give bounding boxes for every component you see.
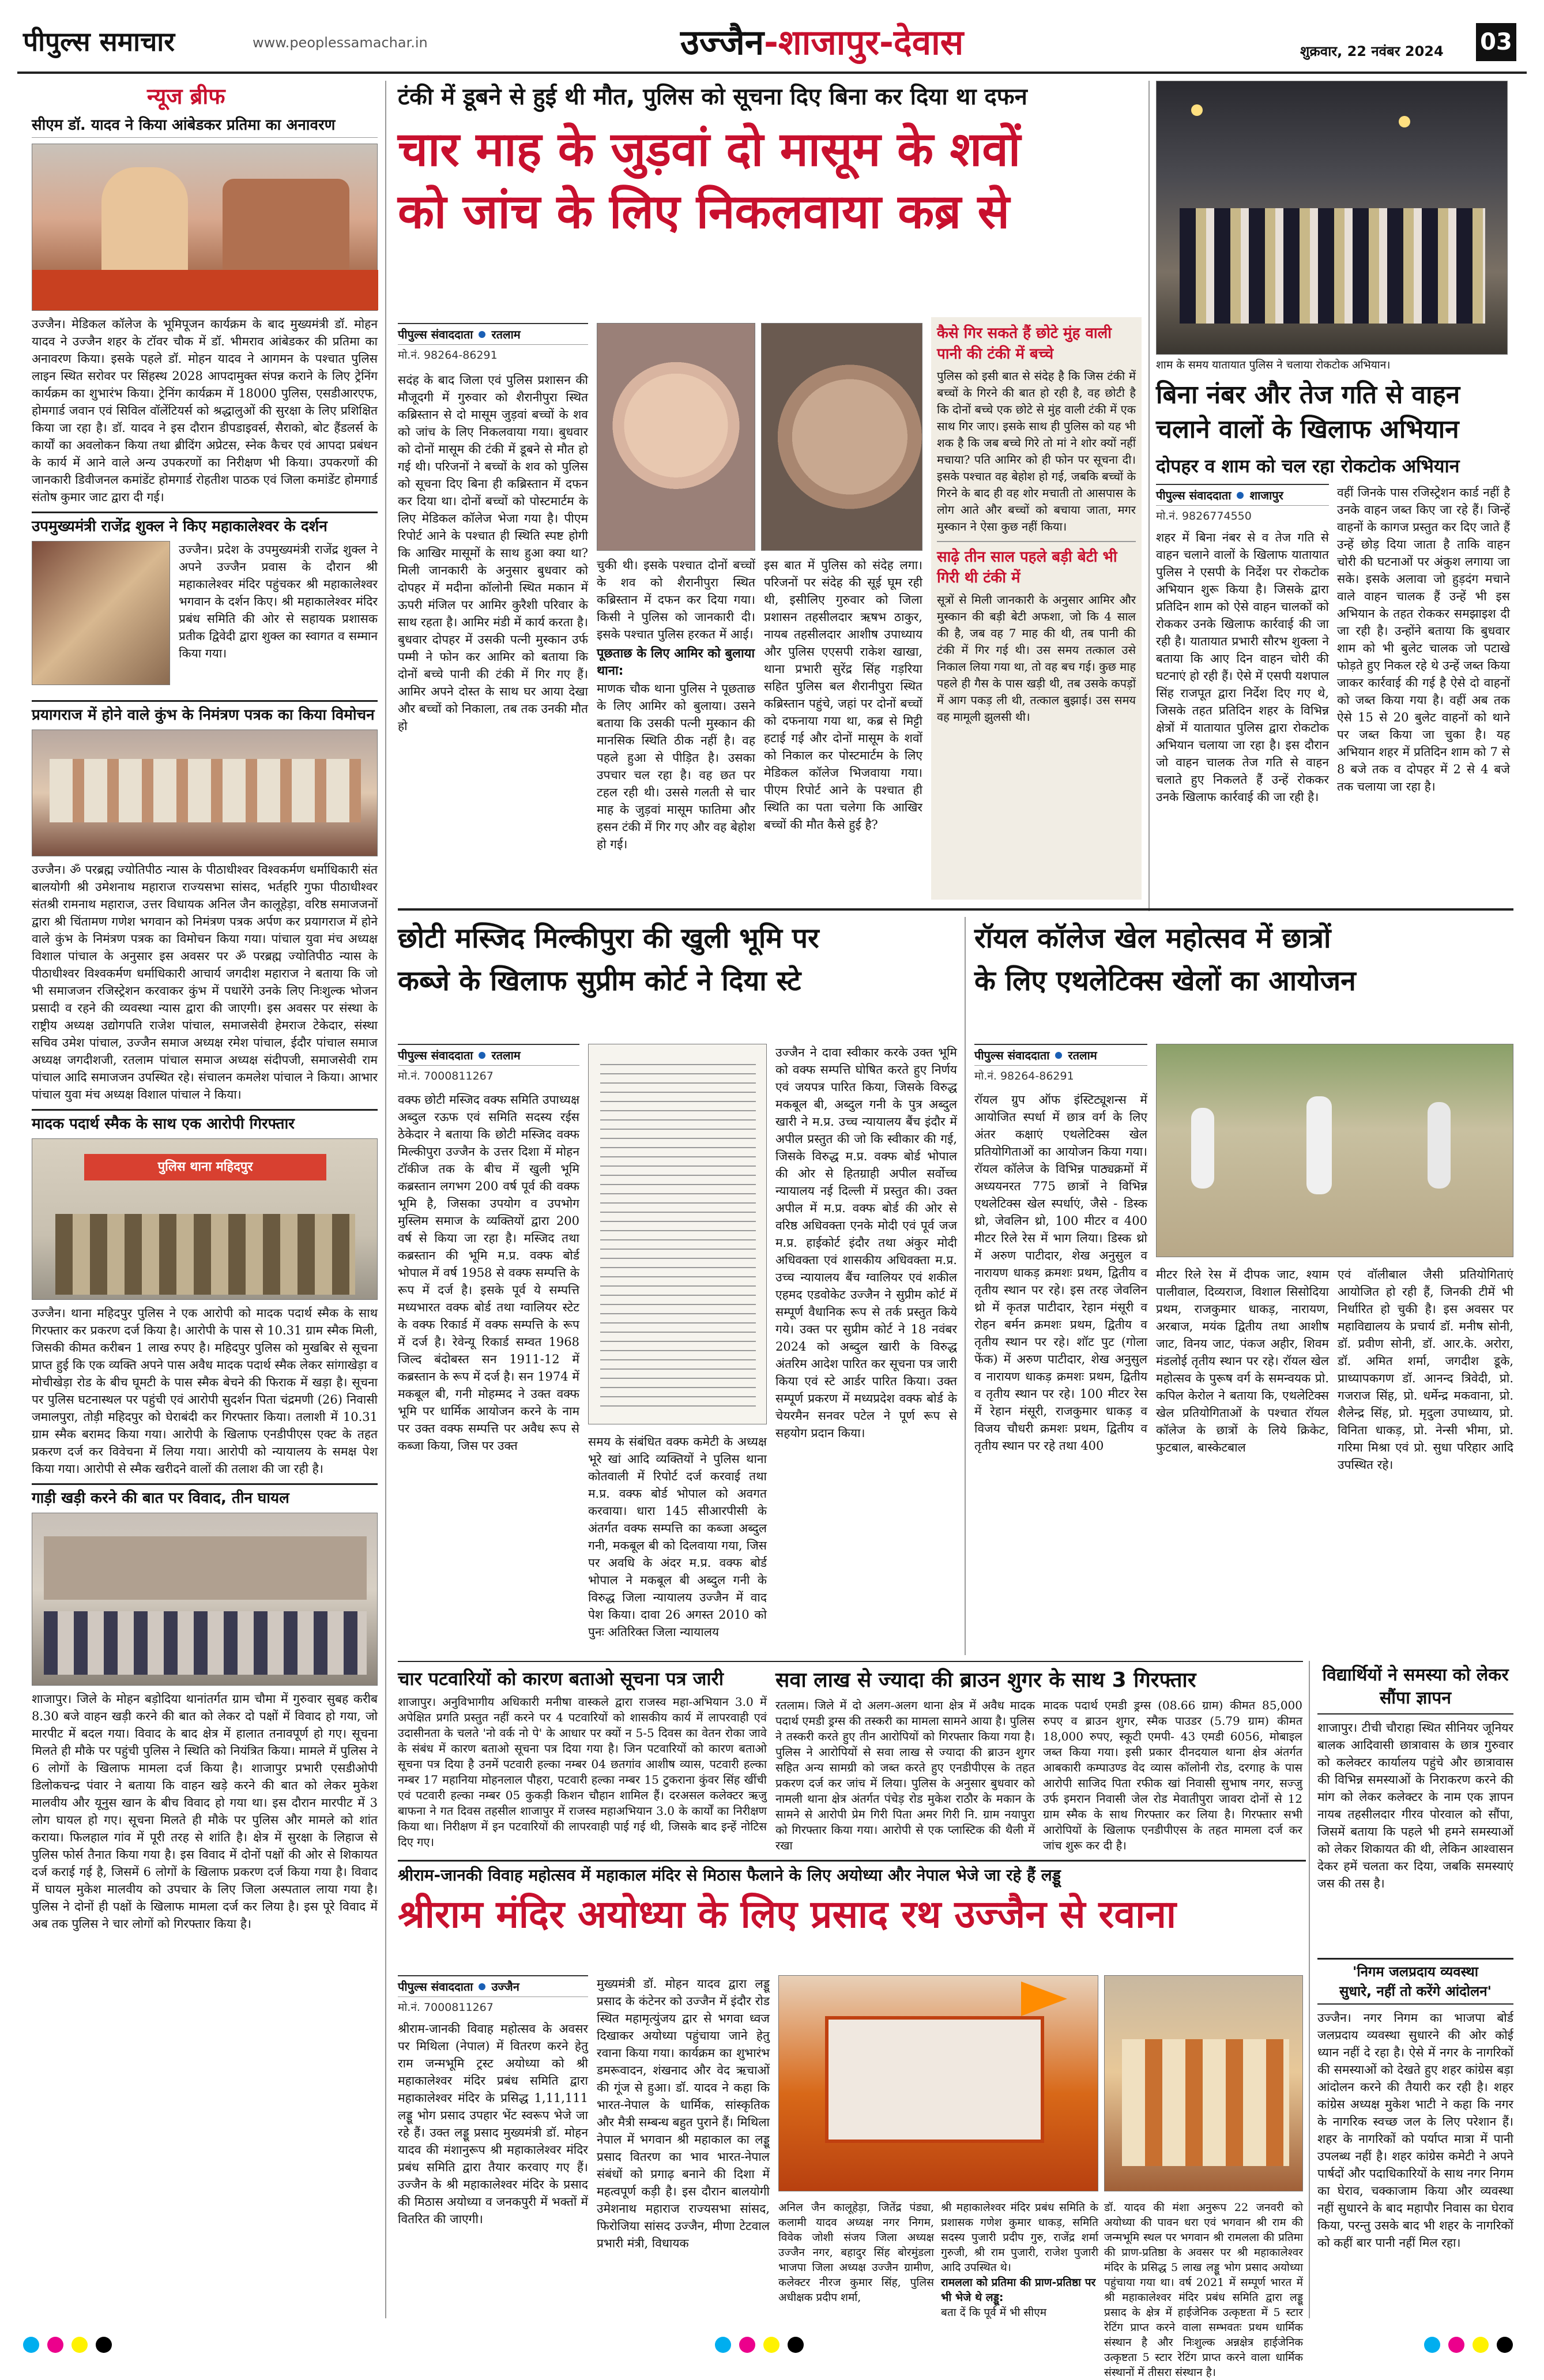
lead-col-2b-body: माणक चौक थाना पुलिस ने पूछताछ के लिए आमिर को बुलाया। उसने बताया कि उसकी पत्नी मुस्कान की मानसिक स्थिति ठीक नहीं है। वह पहले हुआ से पीड़ित है। उसका उपचार चल रहा है। वह छत पर टहल रही थी। उससे गलती से चार माह के जुड़वां मासूम फातिमा और हसन टंकी में गिर गए और वह बेहोश हो गई।	[597, 682, 755, 851]
nigam-body: उज्जैन। नगर निगम का भाजपा बोर्ड जलप्रदाय व्यवस्था सुधारने की ओर कोई ध्यान नहीं दे रहा है। ऐसे में नगर के नागरिकों की समस्याओं को देखते हुए शहर कांग्रेस बड़ा आंदोलन करने की तैयारी कर रही है। शहर कांग्रेस अध्यक्ष मुकेश भाटी ने कहा कि नगर के नागरिक स्वच्छ जल के लिए परेशान हैं। शहर के नागरिकों को पर्याप्त मात्रा में पानी उपलब्ध नहीं है। शहर कांग्रेस कमेटी ने अपने पार्षदों और पदाधिकारियों के साथ नगर निगम का घेराव, चक्काजाम किया और व्यवस्था नहीं सुधारने के बाद महापौर निवास का घेराव किया, परन्तु उसके बाद भी शहर के नागरिकों को कहीं बार पानी नहीं मिल रहा।	[1317, 2011, 1513, 2250]
traffic-story	[1156, 378, 1513, 900]
news-brief-label: न्यूज ब्रीफ	[147, 84, 225, 109]
site-url: www.peoplessamachar.in	[253, 35, 428, 51]
nigam-headline-2: सुधारे, नहीं तो करेंगे आंदोलन'	[1317, 1982, 1513, 2005]
section-title-a: उज्जैन	[680, 22, 765, 63]
masthead-rule	[17, 72, 1527, 74]
masthead	[0, 0, 1544, 72]
students-memo-story	[1317, 1664, 1513, 1952]
mosque-headline-1: छोटी मस्जिद मिल्कीपुरा की खुली भूमि पर	[398, 922, 819, 954]
lead-sidebar-box	[931, 317, 1142, 900]
lead-box-title-2: साढ़े तीन साल पहले बड़ी बेटी भी गिरी थी टंकी में	[937, 541, 1136, 588]
ram-kicker: श्रीराम-जानकी विवाह महोत्सव में महाकाल मंदिर से मिठास फैलाने के लिए अयोध्या और नेपाल भेजे जा रहे हैं लड्डू	[398, 1860, 1306, 1887]
byline-dot-icon	[1055, 1052, 1062, 1059]
lead-mobile: मो.नं. 98264-86291	[398, 349, 498, 362]
issue-date: शुक्रवार, 22 नवंबर 2024	[1300, 43, 1444, 59]
twin-infant-photo-1	[597, 323, 755, 551]
byline-dot-icon	[479, 1983, 485, 1990]
lead-byline-name: पीपुल्स संवाददाता	[398, 328, 473, 341]
traffic-col-2: वहीं जिनके पास रजिस्ट्रेशन कार्ड नहीं है उनके वाहन जब्त किए जा रहे हैं। जिन्हें वाहनों के कागज प्रस्तुत कर दिए जाते हैं उन्हें छोड़ दिया जाता है ताकि वाहन चोरी की घटनाओं पर अंकुश लगाया जा सके। इसके अलावा जो हुड़दंग मचाने वाले वाहन चालक हैं उन्हें भी इस अभियान के तहत रोककर समझाइश दी जा रही है। उन्होंने बताया कि बुधवार शाम को भी बुलेट चालक जो पटाखे फोड़ते हुए निकल रहे थे उन्हें जब्त किया जाकर कार्रवाई की गई है ऐसे दो वाहनों को जब्त किया गया है। वहीं अब तक ऐसे 15 से 20 बुलेट वाहनों को थाने पर जब्त किया जा चुका है। यह अभियान शहर में प्रतिदिन शाम को 7 से 8 बजे तक व दोपहर में 2 से 4 बजे तक चलाया जा रहा है।	[1337, 486, 1510, 794]
yellow-swatch	[71, 2337, 88, 2353]
brief-4-title: मादक पदार्थ स्मैक के साथ एक आरोपी गिरफ्तार	[32, 1109, 378, 1134]
column-divider-lower	[1309, 1661, 1310, 2318]
lead-subhead: पूछताछ के लिए आमिर को बुलाया थाना:	[597, 646, 755, 678]
ram-caption-2: श्री महाकालेश्वर मंदिर प्रबंध समिति के प्रशासक गणेश कुमार धाकड़, समिति सदस्य पुजारी प्रदीप गुरु, राजेंद्र शर्मा गुरुजी, श्री राम पुजारी, राजेश पुजारी आदि उपस्थित थे।	[941, 2201, 1098, 2274]
lead-col-2-body: चुकी थी। इसके पश्चात दोनों बच्चों के शव को शैरानीपुरा स्थित कब्रिस्तान में दफन कर दिया गया। किसी ने पुलिस को जानकारी दी। इसके पश्चात पुलिस हरकत में आई।	[597, 558, 755, 641]
registration-marks-right	[1424, 2337, 1513, 2353]
patwari-story	[398, 1667, 767, 1857]
traffic-byline-name: पीपुल्स संवाददाता	[1156, 488, 1232, 502]
college-byline-name: पीपुल्स संवाददाता	[974, 1048, 1050, 1062]
brief-2-body: उज्जैन। प्रदेश के उपमुख्यमंत्री राजेंद्र शुक्ल ने अपने उज्जैन प्रवास के दौरान श्री महाकालेश्वर मंदिर पहुंचकर श्री महाकालेश्वर भगवान के दर्शन किए। श्री महाकालेश्वर मंदिर प्रबंध समिति की ओर से सहायक प्रशासक प्रतीक द्विवेदी द्वारा शुक्ल का स्वागत व सम्मान किया गया।	[179, 543, 378, 660]
lead-col-2	[597, 557, 755, 903]
brief-5-title: गाड़ी खड़ी करने की बात पर विवाद, तीन घायल	[32, 1483, 378, 1508]
mosque-col-2-body: समय के संबंधित वक्फ कमेटी के अध्यक्ष भूरे खां आदि व्यक्तियों ने पुलिस थाना कोतवाली में रिपोर्ट दर्ज करवाई तथा म.प्र. वक्फ बोर्ड भोपाल को अवगत करवाया। धारा 145 सीआरपीसी के अंतर्गत वक्फ सम्पत्ति का कब्जा अब्दुल गनी, मकबूल बी को दिलवाया गया, जिस पर अवधि के अंदर म.प्र. वक्फ बोर्ड भोपाल ने मकबूल बी अब्दुल गनी के विरुद्ध जिला न्यायालय उज्जैन में वाद पेश किया। दावा 26 अगस्त 2010 को पुनः अतिरिक्त जिला न्यायालय	[588, 1435, 767, 1639]
mosque-col-1-body: वक्फ छोटी मस्जिद वक्फ समिति उपाध्यक्ष अब्दुल रऊफ एवं समिति सदस्य रईस ठेकेदार ने बताया कि छोटी मस्जिद वक्फ मिल्कीपुरा उज्जैन के उत्तर दिशा में मोहन टॉकीज तक के बीच में खुली भूमि कब्रस्तान लगभग 200 वर्ष पूर्व की वक्फ भूमि है, जिसका उपयोग व उपभोग मुस्लिम समाज के व्यक्तियों द्वारा 200 वर्ष से किया जा रहा है। मस्जिद तथा कब्रस्तान की भूमि म.प्र. वक्फ बोर्ड भोपाल में वर्ष 1958 से वक्फ सम्पत्ति के रूप में दर्ज है। इसके पूर्व ये सम्पत्ति मध्यभारत वक्फ बोर्ड तथा ग्वालियर स्टेट के वक्फ रिकार्ड में वक्फ सम्पत्ति के रूप में दर्ज है। रेवेन्यू रिकार्ड सम्वत 1968 जिल्द बंदोबस्त सन 1911-12 में कब्रस्तान के रूप में दर्ज है। सन 1974 में मकबूल बी, गनी मोहम्मद ने उक्त वक्फ भूमि पर धार्मिक आयोजन करने के नाम पर उक्त वक्फ सम्पत्ति पर अवैध रूप से कब्जा किया, जिस पर उक्त	[398, 1093, 579, 1453]
section-rule-1	[398, 908, 1513, 911]
byline-dot-icon	[479, 331, 485, 338]
brief-2-title: उपमुख्यमंत्री राजेंद्र शुक्ल ने किए महाकालेश्वर के दर्शन	[32, 512, 378, 536]
ram-caption-bold: रामलला को प्रतिमा की प्राण-प्रतिष्ठा पर भी भेजे थे लड्डू:	[941, 2276, 1096, 2304]
magenta-swatch	[1448, 2337, 1464, 2353]
college-col-1	[974, 1044, 1147, 1655]
news-brief-column	[32, 81, 378, 2318]
cyan-swatch	[1424, 2337, 1440, 2353]
lead-col-1	[398, 323, 588, 900]
byline-dot-icon	[1237, 492, 1244, 499]
black-swatch	[788, 2337, 804, 2353]
ram-byline-name: पीपुल्स संवाददाता	[398, 1980, 473, 1994]
police-station-sign: पुलिस थाना महिदपुर	[84, 1154, 326, 1180]
section-title	[680, 17, 963, 65]
column-divider-mid	[965, 917, 966, 1655]
lead-headline-2: को जांच के लिए निकलवाया कब्र से	[398, 185, 1010, 239]
ram-col-3-body: डॉ. यादव की मंशा अनुरूप 22 जनवरी को अयोध्या की पावन धरा एवं भगवान श्री राम की जन्मभूमि स्थल पर भगवान श्री रामलला की प्रतिमा की प्राण-प्रतिष्ठा के अवसर पर श्री महाकालेश्वर मंदिर के प्रसिद्ध 5 लाख लड्डू भोग प्रसाद अयोध्या पहुंचाया गया था। वर्ष 2021 में सम्पूर्ण भारत में श्री महाकालेश्वर मंदिर प्रबंध समिति द्वारा लड्डू प्रसाद के क्षेत्र में हाईजेनिक उत्कृष्टता में 5 स्टार रेटिंग प्राप्त करने वाला सम्भवतः प्रथम धार्मिक संस्थान है और निःशुल्क अन्नक्षेत्र हाईजेनिक उत्कृष्टता 5 स्टार रेटिंग प्राप्त करने वाला धार्मिक संस्थानों में तीसरा संस्थान है।	[1104, 2201, 1303, 2379]
traffic-photo-caption: शाम के समय यातायात पुलिस ने चलाया रोकटोक अभियान।	[1156, 359, 1391, 371]
black-swatch	[96, 2337, 112, 2353]
lead-byline	[398, 323, 588, 345]
prasad-truck-photo	[778, 1975, 1098, 2191]
college-col-2-body: मीटर रिले रेस में दीपक जाट, श्याम पालीवाल, दिव्यराज, विशाल सिसोदिया प्रथम, राजकुमार धाकड़, नारायण, अरबाज, मयंक द्वितीय तथा आशीष जाट, विनय जाट, पंकज अहीर, शिवम मंडलोई तृतीय स्थान पर रहे। रॉयल खेल महोत्सव के पुरूष वर्ग के समन्वयक प्रो. कपिल केरोल ने बताया कि, एथलेटिक्स खेल प्रतियोगिताओं के पश्चात रॉयल कॉलेज के छात्रों के लिये क्रिकेट, फुटबाल, बास्केटबाल	[1156, 1268, 1329, 1454]
ram-byline	[398, 1975, 588, 1997]
section-rule-2	[398, 1661, 1303, 1662]
yellow-swatch	[763, 2337, 779, 2353]
supreme-court-order-photo	[588, 1044, 767, 1424]
brief-4-body: उज्जैन। थाना महिदपुर पुलिस ने एक आरोपी को मादक पदार्थ स्मैक के साथ गिरफ्तार कर प्रकरण दर्ज किया है। आरोपी के पास से 10.31 ग्राम स्मैक मिली, जिसकी कीमत करीबन 1 लाख रुपए है। महिदपुर पुलिस को मुखबिर से सूचना प्राप्त हुई कि एक व्यक्ति अपने पास अवैध मादक पदार्थ स्मैक लेकर सांगाखेड़ा व मोचीखेड़ा रोड के बीच घूमटी के पास स्मैक बेचने की फिराक में खड़ा है। सूचना पर पुलिस घटनास्थल पर पहुंची एवं आरोपी सुदर्शन पिता चंद्रमणी (26) निवासी जमालपुरा, तोड़ी महिदपुर को घेराबंदी कर गिरफ्तार किया। तलाशी में 10.31 ग्राम स्मैक बरामद किया गया। आरोपी के खिलाफ एनडीपीएस एक्ट के तहत प्रकरण दर्ज कर विवेचना में लिया गया। आरोपी को न्यायालय के समक्ष पेश किया गया। आरोपी से स्मैक खरीदने वालों की तलाश की जा रही है।	[32, 1306, 378, 1476]
brown-sugar-col-2: मादक पदार्थ एमडी ड्रग्स (08.66 ग्राम) कीमत 85,000 रुपए व ब्राउन शुगर, स्मैक पाउडर (5.79 ग्राम) कीमत 18,000 रुपए, स्कूटी एमपी- 43 एमडी 6056, मोबाइल जब्त किया गया। इसी प्रकार दीनदयाल थाना क्षेत्र अंतर्गत आबकारी कम्पाउण्ड वेद व्यास कॉलोनी रोड, दरगाह के पास आरोपी साजिद पिता रफीक खां निवासी सुभाष नगर, सज्जु उर्फ इमरान निवासी जेल रोड मेवातीपुरा जावरा दोनों से 12 ग्राम स्मैक के साथ गिरफ्तार कर लिया है। गिरफ्तार सभी आरोपियों के खिलाफ एनडीपीएस के तहत मामला दर्ज कर जांच शुरू कर दी है।	[1043, 1698, 1302, 1852]
black-swatch	[1497, 2337, 1513, 2353]
twin-infant-photo-2	[761, 323, 922, 551]
ram-mobile: मो.नं. 7000811267	[398, 2001, 494, 2014]
college-byline	[974, 1044, 1147, 1066]
brown-sugar-col-1: रतलाम। जिले में दो अलग-अलग थाना क्षेत्र में अवैध मादक पदार्थ एमडी ड्रग्स की तस्करी का मामला सामने आया है। पुलिस ने तस्करी करते हुए तीन आरोपियों को गिरफ्तार किया गया है। पुलिस ने आरोपियों से सवा लाख से ज्यादा की ब्राउन शुगर सहित अन्य सामग्री को जब्त करते हुए एनडीपीएस के तहत प्रकरण दर्ज कर जांच में लिया। पुलिस के अनुसार बुधवार को नामली थाना क्षेत्र अंतर्गत पंचेड़ रोड मुकेश राठौर के मकान के सामने से आरोपी प्रेम गिरी पिता अमर गिरी नि. ग्राम नयापुरा को गिरफ्तार किया गया। आरोपी से एक प्लास्टिक की थैली में रखा	[775, 1698, 1035, 1852]
mosque-byline-name: पीपुल्स संवाददाता	[398, 1048, 473, 1062]
traffic-campaign-photo	[1156, 81, 1508, 355]
college-mobile: मो.नं. 98264-86291	[974, 1070, 1074, 1082]
college-col-1-body: रॉयल ग्रुप ऑफ इंस्टिट्यूशन्स में आयोजित स्पर्धा में छात्र वर्ग के लिए अंतर कक्षाएं एथलेटिक्स खेल प्रतियोगिताओं का आयोजन किया गया। रॉयल कॉलेज के विभिन्न पाठ्यक्रमों में अध्ययनरत 775 छात्रों ने विभिन्न एथलेटिक्स खेल स्पर्धाएं, जैसे - डिस्क थ्रो, जेवलिन थ्रो, 100 मीटर व 400 मीटर रिले रेस में भाग लिया। डिस्क थ्रो में अरुण पाटीदार, शेख अनुसुल व नारायण धाकड़ क्रमशः प्रथम, द्वितीय व तृतीय स्थान पर रहे। इस तरह जेवलिन थ्रो में कृतज्ञ पाटीदार, रेहान मंसूरी व रोहन बर्मन क्रमशः प्रथम, द्वितीय व तृतीय स्थान पर रहे। शॉट पुट (गोला फेंक) में अरुण पाटीदार, शेख अनुसुल व नारायण धाकड़ क्रमशः प्रथम, द्वितीय व तृतीय स्थान पर रहे। 100 मीटर रेस में रेहान मंसूरी, राजकुमार धाकड़ व विजय चौधरी क्रमशः प्रथम, द्वितीय व तृतीय स्थान पर रहे तथा 400	[974, 1093, 1147, 1453]
athletics-race-photo	[1156, 1044, 1513, 1257]
traffic-deck: दोपहर व शाम को चल रहा रोकटोक अभियान	[1156, 455, 1460, 477]
ram-prasad-story	[398, 1860, 1306, 1975]
brief-1-body: उज्जैन। मेडिकल कॉलेज के भूमिपूजन कार्यक्रम के बाद मुख्यमंत्री डॉ. मोहन यादव ने उज्जैन शहर के टॉवर चौक में डॉ. भीमराव आंबेडकर की प्रतिमा का अनावरण किया। इसके पहले डॉ. मोहन यादव ने आगमन के पश्चात पुलिस लाइन स्थित सरोवर पर सिंहस्थ 2028 आपदामुक्त संपन्न कराने के लिए ट्रेनिंग कार्यक्रम का शुभारंभ किया। ट्रेनिंग कार्यक्रम में 18000 पुलिस, एसडीआरएफ, होमगार्ड जवान एवं सिविल वॉलेंटियर्स को श्रद्धालुओं की सुरक्षा के लिए प्रशिक्षित किया जा रहा है। डॉ. यादव ने इस दौरान डीपडाइवर्स, सैराको, बोट हैंडलर्स के कार्यों का अवलोकन किया तथा ब्रीदिंग अप्रेटस, स्नेक कैचर एवं आपदा प्रबंधन के कार्य में आने वाले अन्य उपकरणों का निरीक्षण भी किया। उपकरणों की जानकारी डिवीजनल कमांडेंट होमगार्ड रोहतीश पाठक एवं जिला कमांडेंट होमगार्ड संतोष कुमार जाट द्वारा दी गई।	[32, 317, 378, 504]
brief-3-title: प्रयागराज में होने वाले कुंभ के निमंत्रण पत्रक का किया विमोचन	[32, 700, 378, 725]
college-headline-2: के लिए एथलेटिक्स खेलों का आयोजन	[974, 965, 1356, 997]
kumbh-invitation-photo	[32, 730, 378, 856]
ambedkar-statue-photo	[32, 144, 378, 311]
mosque-col-2	[588, 1433, 767, 1655]
brief-3-body: उज्जैन। ॐ परब्रह्म ज्योतिपीठ न्यास के पीठाधीश्वर विश्वकर्मण धर्माधिकारी संत बालयोगी श्री उमेशनाथ महाराज राज्यसभा सांसद, भर्तहरि गुफा पीठाधीश्वर संतश्री रामनाथ महाराज, उत्तर विधायक अनिल जैन कालूहेड़ा, वरिष्ठ समाजजनों द्वारा श्री चिंतामण गणेश भगवान को निमंत्रण पत्रक अर्पण कर प्रयागराज में होने वाले कुंभ के निमंत्रण पत्रक का विमोचन किया गया। पांचाल युवा मंच अध्यक्ष विशाल पांचाल के अनुसार इस अवसर पर ॐ परब्रह्म ज्योतिपीठ न्यास के पीठाधीश्वर विश्वकर्मण धर्माधिकारी आचार्य जगदीश महाराज ने बताया कि जो भी समाजजन रजिस्ट्रेशन करवाकर कुंभ में पधारेंगे उनके लिए निःशुल्क भोजन प्रसादी व रहने की व्यवस्था न्यास द्वारा की जाएगी। इस अवसर पर संस्था के राष्ट्रीय अध्यक्ष उद्योगपति राजेश पांचाल, समाजसेवी हेमराज टेकेदार, संस्था सचिव उमेश पांचाल, उज्जैन समाज अध्यक्ष रमेश पांचाल, ईदौर पांचाल समाज अध्यक्ष जगदीशजी, रतलाम पांचाल समाज अध्यक्ष संदीपजी, समाजसेवी राम पांचाल आदि समाजजन उपस्थित रहे। संचालन कमलेश पांचाल ने किया। आभार पांचाल युवा मंच अध्यक्ष विशाल पांचाल ने किया।	[32, 863, 378, 1101]
ram-headline: श्रीराम मंदिर अयोध्या के लिए प्रसाद रथ उज्जैन से रवाना	[398, 1892, 1176, 1937]
ram-caption-1: अनिल जैन कालूहेड़ा, जितेंद्र पंड्या, कलामी यादव अध्यक्ष नगर निगम, विवेक जोशी संजय जिला अध्यक्ष उज्जैन नगर, बहादुर सिंह बोरमुंडला भाजपा जिला अध्यक्ष उज्जैन ग्रामीण, कलेक्टर नीरज कुमार सिंह, पुलिस अधीक्षक प्रदीप शर्मा,	[778, 2201, 934, 2304]
ram-col-3	[1104, 2200, 1303, 2379]
lead-box-body-2: सूत्रों से मिली जानकारी के अनुसार आमिर और मुस्कान की बड़ी बेटी अफशा, जो कि 4 साल की है, जब वह 7 माह की थी, तब पानी की टंकी में गिर गई थी। उस समय तत्काल उसे निकाल लिया गया था, तो वह बच गई। कुछ माह पहले ही गैस के पास खड़ी थी, तब उसके कपड़ों में आग पकड़ ली थी, तत्काल बुझाई। उस समय वह मामूली झुलसी थी।	[937, 593, 1136, 724]
brand-logo: पीपुल्स समाचार	[23, 26, 175, 57]
lead-kicker: टंकी में डूबने से हुई थी मौत, पुलिस को सूचना दिए बिना कर दिया था दफन	[398, 84, 1027, 110]
mosque-byline-place: रतलाम	[491, 1048, 521, 1062]
registration-marks-center	[715, 2337, 804, 2353]
ram-col-2	[597, 1975, 770, 2321]
mosque-mobile: मो.नं. 7000811267	[398, 1070, 494, 1082]
college-headline-1: रॉयल कॉलेज खेल महोत्सव में छात्रों	[974, 922, 1331, 954]
ram-col-1	[398, 1975, 588, 2321]
deputy-cm-photo	[32, 541, 170, 685]
traffic-col-1: शहर में बिना नंबर से व तेज गति से वाहन चलाने वालों के खिलाफ यातायात पुलिस ने एसपी के निर्देश पर रोकटोक अभियान शुरू किया है। जिसके द्वारा प्रतिदिन शाम को ऐसे वाहन चालकों को रोककर उनके खिलाफ कार्रवाई की जा रही है। यातायात प्रभारी सौरभ शुक्ला ने बताया कि आए दिन वाहन चोरी की घटनाएं हो रही हैं। ऐसे में एसपी यशपाल सिंह राजपूत द्वारा निर्देश दिए गए थे, जिसके तहत प्रतिदिन शहर के विभिन्न क्षेत्रों में यातायात पुलिस द्वारा रोकटोक अभियान चलाया जा रहा है। इस दौरान जो वाहन चालक तेज गति से वाहन चलाते हुए निकलते हैं उन्हें रोककर उनके खिलाफ कार्रवाई की जा रही है।	[1156, 531, 1329, 804]
footer-color-bar	[0, 2330, 1544, 2361]
traffic-byline	[1156, 484, 1329, 506]
brown-sugar-headline: सवा लाख से ज्यादा की ब्राउन शुगर के साथ 3 गिरफ्तार	[775, 1668, 1196, 1692]
yellow-swatch	[1473, 2337, 1489, 2353]
magenta-swatch	[739, 2337, 755, 2353]
students-headline: विद्यार्थियों ने समस्या को लेकर सौंपा ज्ञापन	[1317, 1664, 1513, 1714]
mosque-headline-2: कब्जे के खिलाफ सुप्रीम कोर्ट ने दिया स्टे	[398, 965, 801, 997]
traffic-headline-1: बिना नंबर और तेज गति से वाहन	[1156, 380, 1460, 409]
patwari-headline: चार पटवारियों को कारण बताओ सूचना पत्र जारी	[398, 1668, 724, 1690]
college-col-2	[1156, 1266, 1329, 1655]
lead-headline-1: चार माह के जुड़वां दो मासूम के शवों	[398, 122, 1021, 177]
lead-box-title: कैसे गिर सकते हैं छोटे मुंह वाली पानी की टंकी में बच्चे	[937, 325, 1112, 363]
mosque-col-3-body: उज्जैन ने दावा स्वीकार करके उक्त भूमि को वक्फ सम्पत्ति घोषित करते हुए निर्णय एवं जयपत्र पारित किया, जिसके विरुद्ध मकबूल बी, अब्दुल गनी के पुत्र अब्दुल खारी ने म.प्र. उच्च न्यायालय बैंच इंदौर में अपील प्रस्तुत की जो कि स्वीकार की गई, जिसके विरुद्ध म.प्र. वक्फ बोर्ड भोपाल की ओर से हितग्राही अपील सर्वोच्च न्यायालय नई दिल्ली में प्रस्तुत की। उक्त अपील में म.प्र. वक्फ बोर्ड की ओर से वरिष्ठ अधिवक्ता एनके मोदी एवं पूर्व जज म.प्र. हाईकोर्ट इंदौर तथा अंकुर मोदी अधिवक्ता एवं शासकीय अधिवक्ता म.प्र. उच्च न्यायालय बैंच ग्वालियर एवं शकील एहमद एडवोकेट उज्जैन ने सुप्रीम कोर्ट में सम्पूर्ण वैधानिक रूप से तर्क प्रस्तुत किये गये। उक्त पर सुप्रीम कोर्ट ने 18 नवंबर 2024 को अब्दुल खारी के विरुद्ध अंतरिम आदेश पारित कर सूचना पत्र जारी किया एवं स्टे आर्डर पारित किया। उक्त सम्पूर्ण प्रकरण में मध्यप्रदेश वक्फ बोर्ड के चेयरमैन सनवर पटेल ने पूर्ण रूप से सहयोग प्रदान किया।	[775, 1046, 957, 1440]
brief-1-title: सीएम डॉ. यादव ने किया आंबेडकर प्रतिमा का अनावरण	[32, 115, 378, 138]
traffic-byline-place: शाजापुर	[1249, 488, 1283, 502]
lead-col-3	[764, 557, 922, 903]
lead-col-1-body: सदंह के बाद जिला एवं पुलिस प्रशासन की मौजूदगी में गुरुवार को शैरानीपुरा स्थित कब्रिस्तान से दो मासूम जुड़वां बच्चों के शव को जांच के लिए निकलवाया गया। बुधवार को दोनों मासूम की टंकी में डूबने से मौत हो गई थी। परिजनों ने बच्चों के शव को पुलिस को सूचना दिए बिना ही कब्रिस्तान में दफन कर दिया था। दोनों बच्चों को पोस्टमार्टम के लिए मेडिकल कॉलेज भेजा गया है। पीएम रिपोर्ट आने के पश्चात ही स्थिति स्पष्ट होगी कि आखिर मासूमों के साथ हुआ क्या था? मिली जानकारी के अनुसार बुधवार को दोपहर में मदीना कॉलोनी स्थित मकान में ऊपरी मंजिल पर आमिर कुरैशी परिवार के साथ रहता है। आमिर मंडी में कार्य करता है। बुधवार दोपहर में उसकी पत्नी मुस्कान उर्फ पम्मी ने फोन कर आमिर को बताया कि दोनों बच्चे पानी की टंकी में गिर गए हैं। आमिर अपने दोस्त के साथ घर आया देखा और बच्चों को निकाला, तब तक उनकी मौत हो	[398, 373, 588, 733]
magenta-swatch	[47, 2337, 63, 2353]
nigam-headline-1: 'निगम जलप्रदाय व्यवस्था	[1317, 1958, 1513, 1982]
college-byline-place: रतलाम	[1068, 1048, 1097, 1062]
byline-dot-icon	[479, 1052, 485, 1059]
lead-col-3-body: इस बात में पुलिस को संदेह लगा। परिजनों पर संदेह की सूई घूम रही थी, इसीलिए गुरुवार को जिला प्रशासन तहसीलदार ऋषभ ठाकुर, नायब तहसीलदार आशीष उपाध्याय और पुलिस एएसपी राकेश खाखा, थाना प्रभारी सुरेंद्र सिंह गड़रिया सहित पुलिस बल शैरानीपुरा स्थित कब्रिस्तान पहुंचे, जहां पर दोनों बच्चों को दफनाया गया था, कब्र से मिट्टी हटाई गई और दोनों मासूम के शवों को निकाल कर पोस्टमार्टम के लिए मेडिकल कॉलेज भिजवाया गया। पीएम रिपोर्ट आने के पश्चात ही स्थिति का पता चलेगा कि आखिर बच्चों की मौत कैसे हुई है?	[764, 558, 922, 832]
nigam-story	[1317, 1958, 1513, 2321]
college-col-3	[1338, 1266, 1513, 1655]
section-title-b: -शाजापुर-देवास	[764, 22, 964, 63]
ram-col-2-body: मुख्यमंत्री डॉ. मोहन यादव द्वारा लड्डू प्रसाद के कंटेनर को उज्जैन में इंदौर रोड स्थित महामृत्युंजय द्वार से भगवा ध्वज दिखाकर अयोध्या पहुंचाया जाने हेतु रवाना किया गया। कार्यक्रम का शुभारंभ डमरूवादन, शंखनाद और वेद ऋचाओं की गूंज से हुआ। डॉ. यादव ने कहा कि भारत-नेपाल के धार्मिक, सांस्कृतिक और मैत्री सम्बन्ध बहुत पुराने हैं। मिथिला नेपाल में भगवान श्री महाकाल का लड्डू प्रसाद वितरण का भाव भारत-नेपाल संबंधों को प्रगाढ़ बनाने की दिशा में महत्वपूर्ण कड़ी है। इस दौरान बालयोगी उमेशनाथ महाराज राज्यसभा सांसद, फिरोजिया सांसद उज्जैन, मीणा टेटवाल प्रभारी मंत्री, विधायक	[597, 1977, 770, 2250]
mosque-col-3	[775, 1044, 957, 1655]
traffic-headline-2: चलाने वालों के खिलाफ अभियान	[1156, 415, 1459, 444]
patwari-body: शाजापुर। अनुविभागीय अधिकारी मनीषा वास्कले द्वारा राजस्व महा-अभियान 3.0 में अपेक्षित प्रगति प्रस्तुत नहीं करने पर 4 पटवारियों को शासकीय कार्य में लापरवाही एवं उदासीनता के चलते 'नो वर्क नो पे' के आधार पर क्यों न 5-5 दिवस का वेतन रोका जावे के संबंध में कारण बताओ सूचना पत्र दिया गया है। जिन पटवारियों को कारण बताओ सूचना पत्र दिया है उनमें पटवारी हल्का नम्बर 04 छतगांव आशीष व्यास, पटवारी हल्का नम्बर 17 महानिया मोहनलाल पौहरा, पटवारी हल्का नम्बर 15 टुकराना कुंवर सिंह खींची एवं पटवारी हल्का नम्बर 05 कुकड़ी किशन चौहान शामिल हैं। दरअसल कलेक्टर ऋजु बाफना ने गत दिवस तहसील शाजापुर में राजस्व महाअभियान 3.0 के कार्यों का निरीक्षण किया था। निरीक्षण में इन पटवारियों की लापरवाही पाई गई थी, जिसके बाद इन्हें नोटिस दिए गए।	[398, 1695, 767, 1849]
mahidpur-police-photo	[32, 1138, 378, 1300]
brief-5-body: शाजापुर। जिले के मोहन बड़ोदिया थानांतर्गत ग्राम चौमा में गुरुवार सुबह करीब 8.30 बजे वाहन खड़ी करने की बात को लेकर दो पक्षों में विवाद हो गया, जो मारपीट में बदल गया। विवाद के बाद क्षेत्र में हालात तनावपूर्ण हो गए। सूचना मिलते ही मौके पर पहुंची पुलिस ने स्थिति को नियंत्रित किया। मामले में पुलिस ने 6 लोगों के खिलाफ मामला दर्ज किया है। शाजापुर प्रभारी एसडीओपी डिलोकचन्द्र पंवार ने बताया कि वाहन खड़े करने की बात को लेकर मुकेश मालवीय और यूनुस खान के बीच विवाद हो गया था। इस दौरान मारपीट में 3 लोग घायल हो गए। सूचना मिलते ही मौके पर पुलिस और मामले को शांत कराया। फिलहाल गांव में पूरी तरह से शांति है। क्षेत्र में सुरक्षा के लिहाज से पुलिस फोर्स तैनात किया गया है। इस विवाद में दोनों पक्षों की ओर से शिकायत दर्ज कराई गई है, जिसमें 6 लोगों के खिलाफ प्रकरण दर्ज किया गया है। विवाद में घायल मुकेश मालवीय को उपचार के लिए जिला अस्पताल लाया गया है। पुलिस ने दोनों ही पक्षों के खिलाफ मामला दर्ज कर लिया है। इस पूरे विवाद में अब तक पुलिस ने चार लोगों को गिरफ्तार किया है।	[32, 1692, 378, 1931]
ram-captions	[778, 2200, 1098, 2321]
lead-byline-place: रतलाम	[491, 328, 521, 341]
college-story	[974, 917, 1513, 1044]
village-dispute-photo	[32, 1513, 378, 1686]
brown-sugar-story	[775, 1667, 1303, 1857]
ram-byline-place: उज्जैन	[491, 1980, 519, 1994]
page-number: 03	[1476, 23, 1516, 61]
students-body: शाजापुर। टीची चौराहा स्थित सीनियर जूनियर बालक आदिवासी छात्रावास के छात्र गुरुवार को कलेक्टर कार्यालय पहुंचे और छात्रावास की विभिन्न समस्याओं के निराकरण करने की मांग को लेकर कलेक्टर के नाम एक ज्ञापन नायब तहसीलदार गीरव पोरवाल को सौंपा, जिसमें बताया कि पहले भी हमने समस्याओं को लेकर शिकायत की थी, लेकिन आश्वासन देकर हमें चलता कर दिया, जबकि समस्याएं जस की तस है।	[1317, 1721, 1513, 1890]
traffic-mobile: मो.नं. 9826774550	[1156, 510, 1252, 522]
cm-dignitaries-photo	[1104, 1975, 1303, 2191]
college-col-3-body: एवं वॉलीबाल जैसी प्रतियोगिताएं आयोजित हो रही हैं, जिनकी टीमें भी निर्धारित हो चुकी है। इस अवसर पर महाविद्यालय के प्रचार्य डॉ. मनीष सोनी, डॉ. प्रवीण सोनी, डॉ. आर.के. अरोरा, डॉ. अमित शर्मा, जगदीश डूके, प्राध्यापकगण डॉ. आनन्द त्रिवेदी, प्रो. गजराज सिंह, प्रो. धर्मेन्द्र मकवाना, प्रो. शैलेन्द्र सिंह, प्रो. मृदुला उपाध्याय, प्रो. विनिता धाकड़, प्रो. नेन्सी भीमा, प्रो. गरिमा मिश्रा एवं प्रो. सुधा परिहार आदि उपस्थित रहे।	[1338, 1268, 1513, 1472]
column-divider-right	[1148, 81, 1150, 911]
column-divider-left	[385, 81, 386, 2318]
cyan-swatch	[23, 2337, 39, 2353]
mosque-byline	[398, 1044, 579, 1066]
ram-caption-3: बता दें कि पूर्व में भी सीएम	[941, 2306, 1047, 2319]
mosque-col-1	[398, 1044, 579, 1655]
ram-col-1-body: श्रीराम-जानकी विवाह महोत्सव के अवसर पर मिथिला (नेपाल) में वितरण करने हेतु राम जन्मभूमि ट्रस्ट अयोध्या को श्री महाकालेश्वर मंदिर प्रबंध समिति द्वारा महाकालेश्वर मंदिर के प्रसिद्ध 1,11,111 लड्डू भोग प्रसाद उपहार भेंट स्वरूप भेजे जा रहे हैं। उक्त लड्डू प्रसाद मुख्यमंत्री डॉ. मोहन यादव की मंशानुरूप श्री महाकालेश्वर मंदिर प्रबंध समिति द्वारा तैयार करवाए गए हैं। उज्जैन के श्री महाकालेश्वर मंदिर के प्रसाद की मिठास अयोध्या व जनकपुरी में भक्तों में वितरित की जाएगी।	[398, 2022, 588, 2226]
registration-marks-left	[23, 2337, 112, 2353]
cyan-swatch	[715, 2337, 731, 2353]
lead-box-body: पुलिस को इसी बात से संदेह है कि जिस टंकी में बच्चों के गिरने की बात हो रही है, वह छोटी है कि दोनों बच्चे एक छोटे से मुंह वाली टंकी में एक साथ गिर जाए। इसके साथ ही पुलिस को यह भी शक है कि जब बच्चे गिरे तो मां ने शोर क्यों नहीं मचाया? पति आमिर को ही फोन पर सूचना दी। इसके पश्चात वह बेहोश हो गई, जबकि बच्चों के गिरने के बाद ही वह शोर मचाती तो आसपास के लोग आते और बच्चों को बचाया जाता, मगर मुस्कान ने ऐसा कुछ नहीं किया।	[937, 369, 1136, 533]
